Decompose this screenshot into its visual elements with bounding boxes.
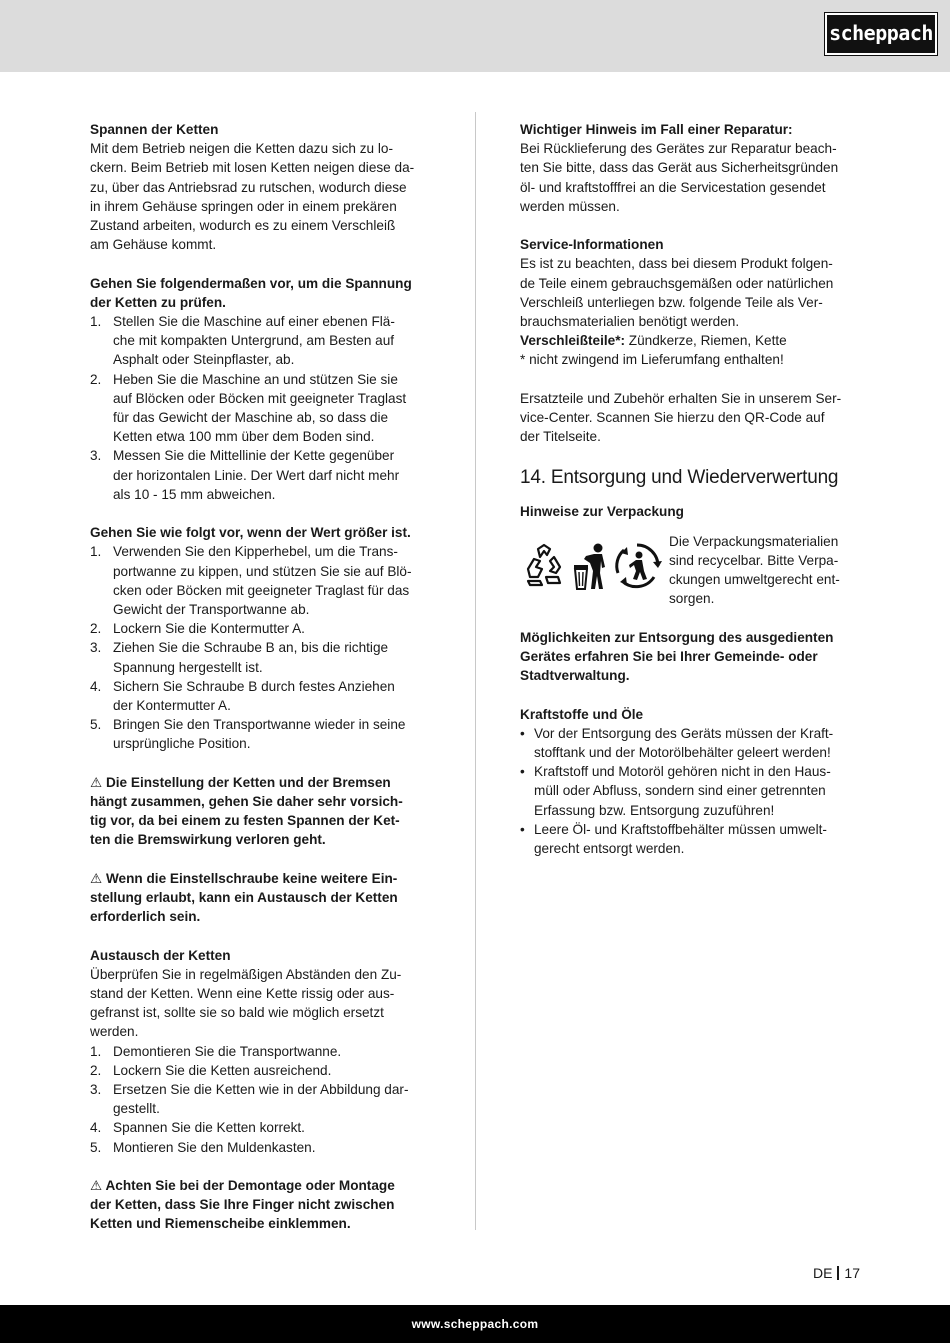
paragraph-reparatur: Bei Rücklieferung des Gerätes zur Reparatur beach- ten Sie bitte, dass das Gerät aus Sicherheitsgründen öl- und kraftstofffrei an die Servicestation gesendet werden müssen. [520, 141, 839, 214]
recycle-person-icon [612, 541, 662, 591]
list-kraftstoffe [520, 724, 860, 858]
list-item: • Leere Öl- und Kraftstoffbehälter müssen umwelt- gerecht entsorgt werden. [520, 821, 827, 857]
list-item: 3. Messen Sie die Mittellinie der Kette gegenüber der horizontalen Linie. Der Wert darf nicht mehr als 10 - 15 mm abweichen. [90, 448, 400, 502]
heading-service: Service-Informationen [520, 237, 664, 253]
warning-icon: ⚠ [90, 870, 103, 886]
page-number [813, 1264, 860, 1283]
right-column [520, 120, 860, 858]
left-column [90, 120, 430, 1234]
packaging-icons [520, 538, 666, 594]
list-item: 1. Demontieren Sie die Transportwanne. [90, 1043, 342, 1059]
list-item: 3. Ziehen Sie die Schraube B an, bis die richtige Spannung hergestellt ist. [90, 640, 389, 675]
warning-icon: ⚠ [90, 774, 103, 790]
list-wert-groesser [90, 542, 430, 753]
paragraph-service: Es ist zu beachten, dass bei diesem Produkt folgen- de Teile einem gebrauchsgemäßen oder natürlichen Verschleiß unterliegen bzw. folgende Teile als Ver- brauchsmaterialien benötigt werden. Verschleißteile*: Zündkerze, Riemen, Kette * nicht zwingend im Lieferumfang enthalten! [520, 254, 860, 369]
text-line: ckern. Beim Betrieb mit losen Ketten neigen diese da- [90, 160, 415, 176]
heading-austausch: Austausch der Ketten [90, 947, 231, 963]
list-item: 2. Lockern Sie die Ketten ausreichend. [90, 1062, 332, 1078]
list-item: 1. Stellen Sie die Maschine auf einer ebenen Flä- che mit kompakten Untergrund, am Besten auf Asphalt oder Steinpflaster, ab. [90, 314, 395, 368]
paragraph-austausch: Überprüfen Sie in regelmäßigen Abständen den Zu- stand der Ketten. Wenn eine Kette rissig oder aus- gefranst ist, sollte sie so bald wie möglich ersetzt werden. [90, 966, 402, 1040]
language-code: DE [812, 1265, 833, 1281]
paragraph-ersatzteile: Ersatzteile und Zubehör erhalten Sie in unserem Ser- vice-Center. Scannen Sie hierzu den QR-Code auf der Titelseite. [520, 390, 842, 445]
list-item: 5. Montieren Sie den Muldenkasten. [90, 1139, 316, 1155]
wear-parts-label: Verschleißteile*: [520, 333, 626, 349]
text-line: Mit dem Betrieb neigen die Ketten dazu sich zu lo- [90, 141, 394, 157]
packaging-block [520, 532, 860, 609]
list-item: 4. Spannen Sie die Ketten korrekt. [90, 1120, 305, 1136]
list-austausch [90, 1042, 430, 1157]
list-pruefen [90, 312, 430, 504]
text-line: in ihrem Gehäuse springen oder in einem prekären [90, 198, 397, 214]
list-item: • Kraftstoff und Motoröl gehören nicht in den Haus- müll oder Abfluss, sondern sind einer getrennten Erfassung bzw. Entsorgung zuzuführen! [520, 764, 831, 818]
list-item: • Vor der Entsorgung des Geräts müssen der Kraft- stofftank und der Motorölbehälter geleert werden! [520, 725, 834, 761]
heading-pruefen [90, 274, 430, 312]
heading-reparatur: Wichtiger Hinweis im Fall einer Reparatur: [520, 122, 793, 137]
column-divider [475, 112, 476, 1230]
warning-finger: ⚠ Achten Sie bei der Demontage oder Montage der Ketten, dass Sie Ihre Finger nicht zwischen Ketten und Riemenscheibe einklemmen. [90, 1178, 395, 1232]
text-line: zu, über das Antriebsrad zu rutschen, wodurch diese [90, 179, 407, 195]
warning-icon: ⚠ [90, 1178, 103, 1194]
scheppach-logo: scheppach [825, 13, 937, 55]
heading-wert-groesser: Gehen Sie wie folgt vor, wenn der Wert größer ist. [90, 525, 411, 541]
list-item: 4. Sichern Sie Schraube B durch festes Anziehen der Kontermutter A. [90, 678, 395, 714]
list-item: 2. Lockern Sie die Kontermutter A. [90, 621, 305, 637]
footnote: * nicht zwingend im Lieferumfang enthalten! [520, 352, 784, 368]
warning-einstellschraube: ⚠ Wenn die Einstellschraube keine weitere Ein- stellung erlaubt, kann ein Austausch der Ketten erforderlich sein. [90, 870, 398, 925]
page-number-value: 17 [844, 1265, 860, 1281]
packaging-text: Die Verpackungsmaterialien sind recycelbar. Bitte Verpa- ckungen umweltgerecht ent- sorgen. [669, 533, 840, 607]
text-line: am Gehäuse kommt. [90, 237, 217, 253]
text-line: Gehen Sie folgendermaßen vor, um die Spannung [90, 275, 412, 291]
text-line: Zustand arbeiten, wodurch es zu einem Verschleiß [90, 218, 396, 234]
heading-kraftstoffe: Kraftstoffe und Öle [520, 706, 644, 722]
section-heading-entsorgung: 14. Entsorgung und Wiederverwertung [520, 467, 839, 489]
list-item: 1. Verwenden Sie den Kipperhebel, um die Trans- portwanne zu kippen, und stützen Sie sie auf Blö- cken oder Böcken mit geeigneter Traglast für das Gewicht der Transportwanne ab. [90, 544, 412, 618]
list-item: 3. Ersetzen Sie die Ketten wie in der Abbildung dar- gestellt. [90, 1082, 409, 1117]
footer-bar [0, 1305, 950, 1343]
paragraph-spannen [90, 139, 430, 254]
list-item: 2. Heben Sie die Maschine an und stützen Sie sie auf Blöcken oder Böcken mit geeigneter Traglast für das Gewicht der Maschine ab, so dass die Ketten etwa 100 mm über dem Boden sind. [90, 371, 407, 445]
warning-ketten-bremsen: ⚠ Die Einstellung der Ketten und der Bremsen hängt zusammen, gehen Sie daher sehr vorsich- tig vor, da bei einem zu festen Spannen der Ket- ten die Bremswirkung verloren geht. [90, 774, 403, 848]
footer-url[interactable]: www.scheppach.com [411, 1317, 539, 1331]
paragraph-entsorgung-geraet: Möglichkeiten zur Entsorgung des ausgedienten Gerätes erfahren Sie bei Ihrer Gemeinde- oder Stadtverwaltung. [520, 629, 834, 684]
trash-bin-person-icon [572, 541, 608, 591]
heading-verpackung: Hinweise zur Verpackung [520, 504, 684, 520]
text-line: der Ketten zu prüfen. [90, 294, 226, 310]
wear-parts-value: Zündkerze, Riemen, Kette [625, 333, 787, 349]
heading-spannen: Spannen der Ketten [90, 122, 219, 137]
header-bar [0, 0, 950, 72]
list-item: 5. Bringen Sie den Transportwanne wieder in seine ursprüngliche Position. [90, 717, 406, 752]
recycle-icon [520, 541, 568, 591]
